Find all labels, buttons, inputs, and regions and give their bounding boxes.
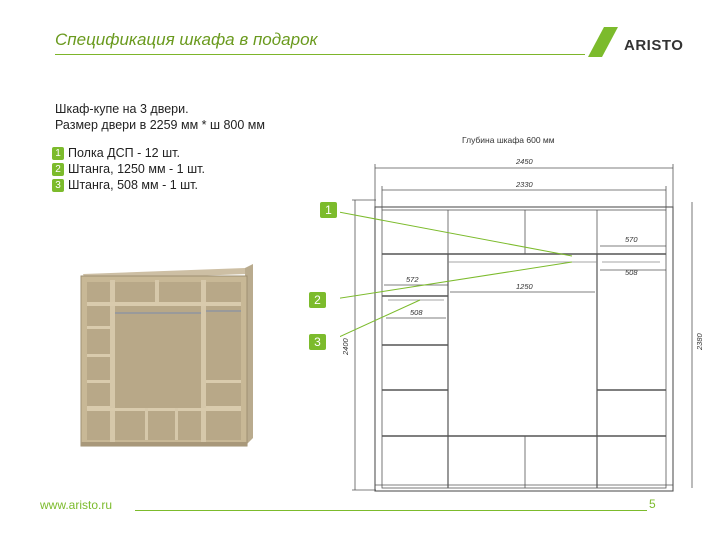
page-title: Спецификация шкафа в подарок — [55, 30, 318, 49]
spec-list — [52, 145, 205, 193]
dim-outer-width: 2450 — [516, 157, 533, 166]
depth-label: Глубина шкафа 600 мм — [462, 135, 555, 145]
wardrobe-illustration — [75, 262, 253, 448]
item-text: Штанга, 1250 мм - 1 шт. — [68, 162, 205, 176]
page-number: 5 — [649, 497, 656, 511]
wardrobe-technical-drawing — [340, 150, 710, 495]
intro-line-2: Размер двери в 2259 мм * ш 800 мм — [55, 118, 265, 132]
footer-link[interactable]: www.aristo.ru — [40, 498, 113, 512]
item-text: Полка ДСП - 12 шт. — [68, 146, 180, 160]
marker-3: 3 — [309, 334, 326, 350]
dim-left-top: 572 — [406, 275, 419, 284]
item-text: Штанга, 508 мм - 1 шт. — [68, 178, 198, 192]
list-item — [52, 145, 205, 161]
intro-text — [55, 101, 265, 133]
item-number-badge: 1 — [52, 147, 64, 160]
item-number-badge: 3 — [52, 179, 64, 192]
logo-stripe-icon — [570, 27, 618, 57]
dim-height-left: 2400 — [341, 338, 350, 355]
marker-1: 1 — [320, 202, 337, 218]
dim-right-top: 570 — [625, 235, 638, 244]
list-item — [52, 177, 205, 193]
dim-height-right: 2380 — [695, 333, 704, 350]
marker-2: 2 — [309, 292, 326, 308]
title-underline — [55, 54, 585, 55]
list-item — [52, 161, 205, 177]
dim-left-rail: 508 — [410, 308, 423, 317]
dim-center-rail: 1250 — [516, 282, 533, 291]
dim-inner-width: 2330 — [516, 180, 533, 189]
footer-divider — [135, 510, 647, 511]
brand-logo: ARISTO — [624, 37, 684, 54]
intro-line-1: Шкаф-купе на 3 двери. — [55, 102, 189, 116]
item-number-badge: 2 — [52, 163, 64, 176]
dim-right-rail: 508 — [625, 268, 638, 277]
